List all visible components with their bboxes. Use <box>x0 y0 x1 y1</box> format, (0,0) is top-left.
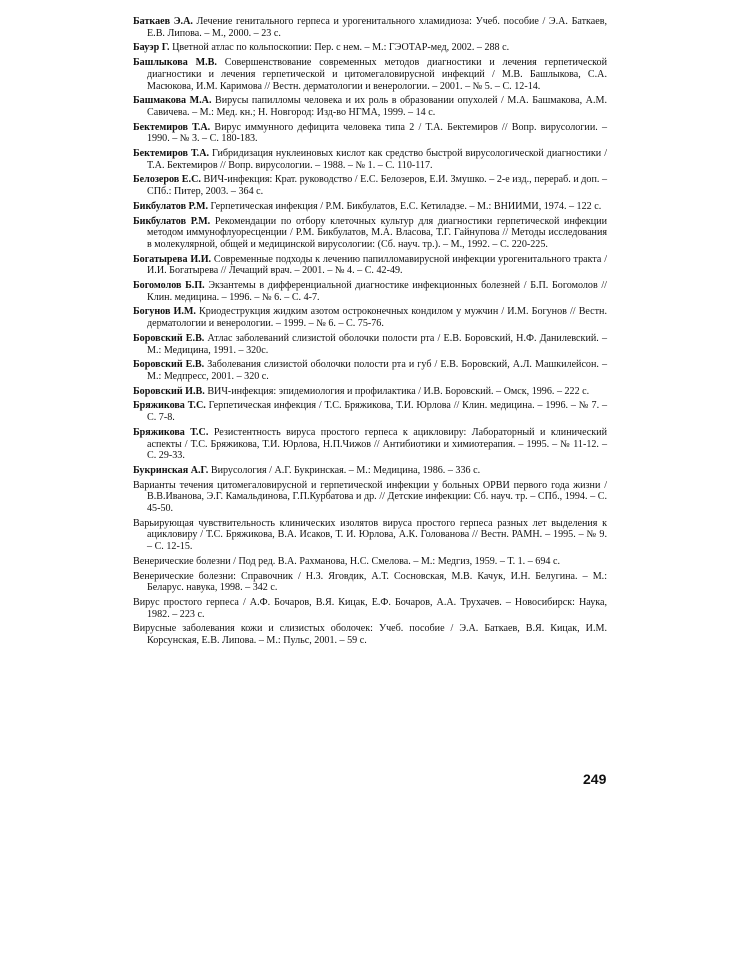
reference-text: Герпетическая инфекция / Т.С. Бряжикова, Т.И. Юрлова // Клин. медицина. – 1996. – № 7. – С. 7-8. <box>147 400 607 424</box>
reference-text: Вирусные заболевания кожи и слизистых оболочек: Учеб. пособие / Э.А. Баткаев, В.Я. Кицак, И.М. Корсунская, Е.В. Липова. – М.: Пульс, 2001. – 59 с. <box>133 623 607 647</box>
reference-author: Богомолов Б.П. <box>133 280 205 292</box>
reference-text: Резистентность вируса простого герпеса к ацикловиру: Лабораторный и клинический аспекты / Т.С. Бряжикова, Т.И. Юрлова, Н.П.Чижов // Антибиотики и химиотерапия. – 1995. – № 11-12. – С. 29-33. <box>147 426 607 462</box>
reference-text: Вирус иммунного дефицита человека типа 2 / Т.А. Бектемиров // Вопр. вирусологии. – 1990. – № 3. – С. 180-183. <box>147 121 607 145</box>
reference-author: Букринская А.Г. <box>133 464 209 476</box>
reference-text: Вирусы папилломы человека и их роль в образовании опухолей / М.А. Башмакова, А.М. Савичева. – М.: Мед. кн.; Н. Новгород: Изд-во НГМА, 1999. – 14 с. <box>147 95 607 118</box>
reference-text: Атлас заболеваний слизистой оболочки полости рта / Е.В. Боровский, Н.Ф. Данилевский. – М.: Медицина, 1991. – 320с. <box>147 332 607 356</box>
reference-entry <box>133 174 607 197</box>
reference-author: Бикбулатов Р.М. <box>133 215 211 227</box>
reference-list <box>133 16 607 650</box>
reference-text: Криодеструкция жидким азотом остроконечных кондилом у мужчин / И.М. Богунов // Вестн. дерматологии и венерологии. – 1999. – № 6. – С. 75-76. <box>147 306 607 330</box>
reference-entry <box>133 465 607 477</box>
reference-entry <box>133 400 607 423</box>
reference-text: Венерические болезни: Справочник / Н.З. Яговдик, А.Т. Сосновская, М.В. Качук, И.Н. Белугина. – М.: Беларус. навука, 1998. – 342 с. <box>133 570 607 594</box>
reference-entry <box>133 333 607 356</box>
reference-text: Экзантемы в дифференциальной диагностике инфекционных болезней / Б.П. Богомолов // Клин. медицина. – 1996. – № 6. – С. 4-7. <box>147 280 607 303</box>
reference-entry <box>133 623 607 646</box>
reference-text: ВИЧ-инфекция: Крат. руководство / Е.С. Белозеров, Е.И. Змушко. – 2-е изд., перераб. и доп. – СПб.: Питер, 2003. – 364 с. <box>147 174 608 198</box>
reference-entry <box>133 480 607 515</box>
reference-entry <box>133 122 607 145</box>
reference-entry <box>133 16 607 39</box>
reference-text: Варианты течения цитомегаловирусной и герпетической инфекции у больных ОРВИ первого года жизни / В.В.Иванова, Э.Г. Камальдинова, Г.П.Курбатова и др. // Детские инфекции: Сб. науч. тр. – СПб., 1994. – С. 45-50. <box>133 479 607 515</box>
reference-entry <box>133 57 607 92</box>
reference-entry <box>133 254 607 277</box>
reference-author: Богунов И.М. <box>133 306 196 318</box>
reference-author: Бряжикова Т.С. <box>133 400 206 412</box>
reference-author: Боровский Е.В. <box>133 359 205 371</box>
reference-entry <box>133 518 607 553</box>
reference-author: Белозеров Е.С. <box>133 174 201 186</box>
reference-text: Современные подходы к лечению папилломавирусной инфекции урогенитального тракта / И.И. Богатырева // Лечащий врач. – 2001. – № 4. – С. 42-49. <box>147 253 608 277</box>
reference-entry <box>133 386 607 398</box>
reference-author: Боровский И.В. <box>133 385 205 397</box>
reference-entry <box>133 42 607 54</box>
reference-text: Заболевания слизистой оболочки полости рта и губ / Е.В. Боровский, А.Л. Машкилейсон. – М.: Медпресс, 2001. – 320 с. <box>147 359 608 382</box>
reference-author: Богатырева И.И. <box>133 253 212 265</box>
reference-entry <box>133 427 607 462</box>
reference-author: Бряжикова Т.С. <box>133 426 209 438</box>
reference-author: Башмакова М.А. <box>133 95 212 107</box>
reference-text: Вирус простого герпеса / А.Ф. Бочаров, В.Я. Кицак, Е.Ф. Бочаров, А.А. Трухачев. – Новосибирск: Наука, 1982. – 223 с. <box>133 596 607 620</box>
reference-entry <box>133 280 607 303</box>
reference-entry <box>133 359 607 382</box>
reference-text: Венерические болезни / Под ред. В.А. Рахманова, Н.С. Смелова. – М.: Медгиз, 1959. – Т. 1. – 694 с. <box>133 555 560 567</box>
reference-entry <box>133 597 607 620</box>
reference-author: Бауэр Г. <box>133 42 170 54</box>
reference-entry <box>133 148 607 171</box>
reference-text: Вирусология / А.Г. Букринская. – М.: Медицина, 1986. – 336 с. <box>208 464 481 476</box>
reference-entry <box>133 216 607 251</box>
reference-text: Рекомендации по отбору клеточных культур для диагностики герпетической инфекции методом иммунофлуоресценции / Р.М. Бикбулатов, М.А. Власова, Т.Г. Гайнупова // Методы исследования в молекулярной, общей и медицинской вирусологии: (Сб. науч. тр.). – М., 1992. – С. 220-225. <box>147 215 607 250</box>
reference-entry <box>133 571 607 594</box>
page-number: 249 <box>583 771 607 787</box>
reference-entry <box>133 306 607 329</box>
reference-author: Боровский Е.В. <box>133 332 205 344</box>
reference-text: ВИЧ-инфекция: эпидемиология и профилактика / И.В. Боровский. – Омск, 1996. – 222 с. <box>204 385 590 397</box>
reference-entry <box>133 95 607 118</box>
reference-text: Совершенствование современных методов диагностики и лечения герпетической диагностики и лечения герпетической и цитомегаловирусной инфекций / М.В. Башлыкова, С.А. Масюкова, И.М. Каримова // Вестн. дерматологии и венерологии. – 2001. – № 5. – С. 12-14. <box>147 57 607 92</box>
reference-text: Лечение генитального герпеса и урогенитального хламидиоза: Учеб. пособие / Э.А. Баткаев, Е.В. Липова. – М., 2000. – 23 с. <box>147 16 608 39</box>
reference-author: Бектемиров Т.А. <box>133 121 211 133</box>
reference-text: Герпетическая инфекция / Р.М. Бикбулатов, Е.С. Кетиладзе. – М.: ВНИИМИ, 1974. – 122 с. <box>208 200 602 212</box>
reference-author: Баткаев Э.А. <box>133 16 193 27</box>
reference-author: Бикбулатов Р.М. <box>133 200 209 212</box>
reference-text: Цветной атлас по кольпоскопии: Пер. с нем. – М.: ГЭОТАР-мед, 2002. – 288 с. <box>169 42 510 54</box>
reference-text: Варьирующая чувствительность клинических изолятов вируса простого герпеса разных лет выделения к ацикловиру / Т.С. Бряжикова, В.А. Исаков, Т. И. Юрлова, А.К. Голованова // Вестн. РАМН. – 1995. – № 9. – С. 12-15. <box>133 517 607 553</box>
reference-entry <box>133 556 607 568</box>
reference-author: Бектемиров Т.А. <box>133 148 210 160</box>
reference-text: Гибридизация нуклеиновых кислот как средство быстрой вирусологической диагностики / Т.А. Бектемиров // Вопр. вирусологии. – 1988. – № 1. – С. 110-117. <box>147 148 607 171</box>
reference-entry <box>133 201 607 213</box>
reference-author: Башлыкова М.В. <box>133 57 217 69</box>
